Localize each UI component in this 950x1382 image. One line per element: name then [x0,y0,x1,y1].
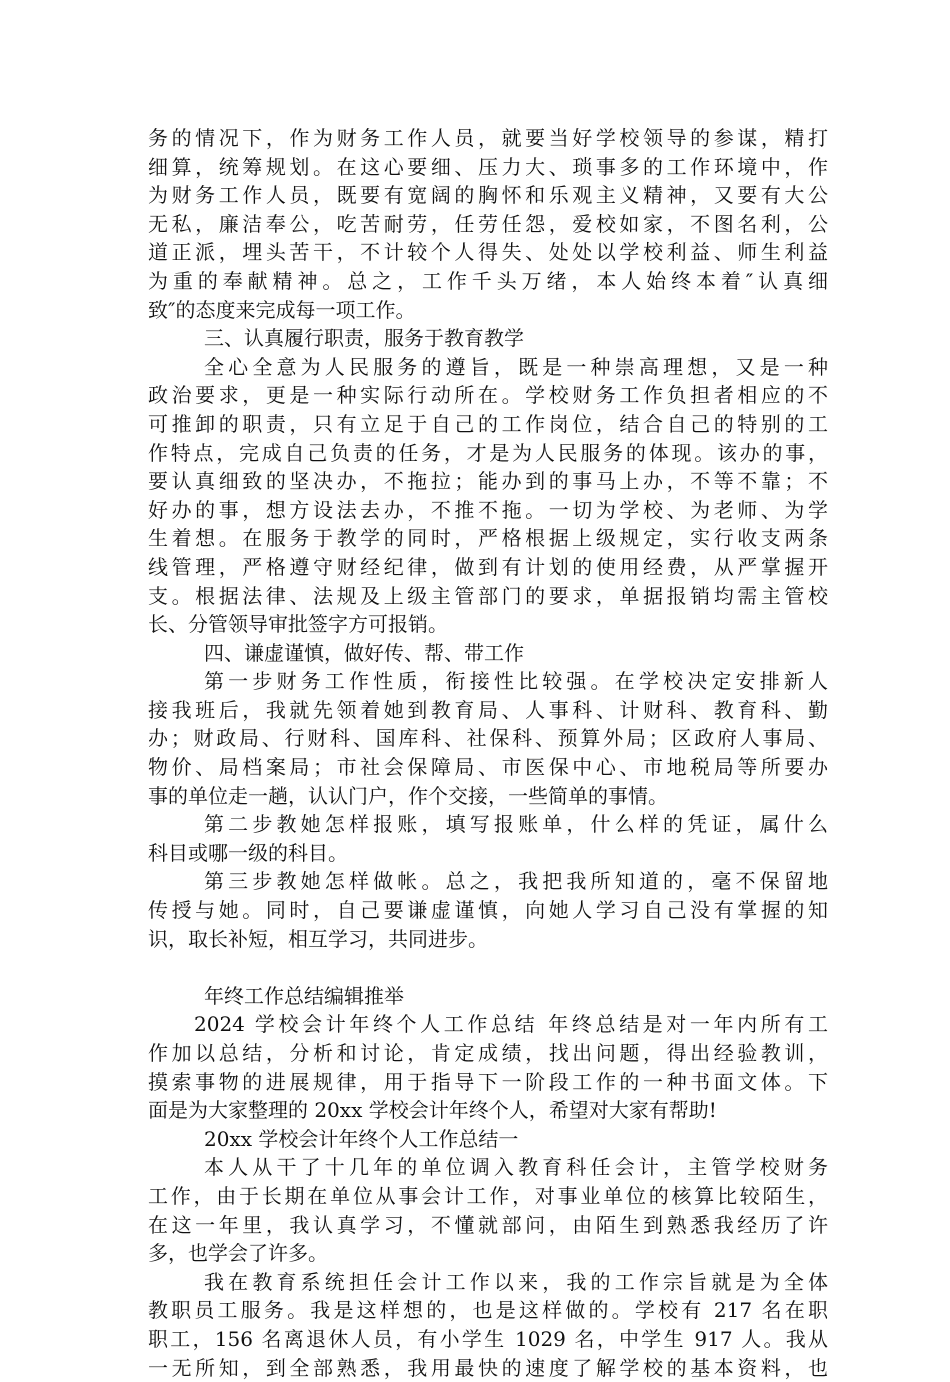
paragraph-line: 年终工作总结编辑推举 [204,983,404,1008]
paragraph-line: 为重的奉献精神。总之，工作千头万绪，本人始终本着″认真细 [148,268,828,293]
paragraph-line: 致″的态度来完成每一项工作。 [148,297,416,322]
paragraph-line: 道正派，埋头苦干，不计较个人得失、处处以学校利益、师生利益 [148,240,828,265]
paragraph-line: 三、认真履行职责，服务于教育教学 [204,326,524,351]
paragraph-line: 传授与她。同时，自己要谦虚谨慎，向她人学习自己没有掌握的知 [148,898,828,923]
paragraph-line: 科目或哪一级的科目。 [148,840,348,865]
paragraph-line: 在这一年里，我认真学习，不懂就部问，由陌生到熟悉我经历了许 [148,1212,828,1237]
paragraph-line: 第二步教她怎样报账，填写报账单，什么样的凭证，属什么 [204,812,828,837]
paragraph-line: 识，取长补短，相互学习，共同进步。 [148,926,488,951]
paragraph-line: 物价、局档案局；市社会保障局、市医保中心、市地税局等所要办 [148,755,828,780]
paragraph-line: 工作，由于长期在单位从事会计工作，对事业单位的核算比较陌生， [148,1183,828,1208]
paragraph-line: 作加以总结，分析和讨论，肯定成绩，找出问题，得出经验教训， [148,1041,828,1065]
paragraph-line: 第三步教她怎样做帐。总之，我把我所知道的，毫不保留地 [204,869,828,894]
paragraph-line: 四、谦虚谨慎，做好传、帮、带工作 [204,640,524,665]
paragraph-line: 职工，156 名离退休人员，有小学生 1029 名，中学生 917 人。我从 [148,1326,828,1351]
paragraph-line: 作特点，完成自己负责的任务，才是为人民服务的体现。该办的事， [148,440,828,465]
paragraph-line: 生着想。在服务于教学的同时，严格根据上级规定，实行收支两条 [148,526,828,551]
blank-line [148,953,828,982]
paragraph-line: 多，也学会了许多。 [148,1241,328,1266]
document-body [148,124,828,1382]
paragraph-line: 面是为大家整理的 20xx 学校会计年终个人，希望对大家有帮助! [148,1098,717,1123]
paragraph-line: 要认真细致的坚决办，不拖拉；能办到的事马上办，不等不靠；不 [148,469,828,494]
paragraph-line: 20xx 学校会计年终个人工作总结一 [204,1126,519,1151]
paragraph-line: 办；财政局、行财科、国库科、社保科、预算外局；区政府人事局、 [148,726,828,751]
paragraph-line: 支。根据法律、法规及上级主管部门的要求，单据报销均需主管校 [148,583,828,608]
paragraph-line: 一无所知，到全部熟悉，我用最快的速度了解学校的基本资料，也 [148,1355,828,1380]
paragraph-line: 线管理，严格遵守财经纪律，做到有计划的使用经费，从严掌握开 [148,554,828,579]
paragraph-line: 第一步财务工作性质，衔接性比较强。在学校决定安排新人 [204,669,828,694]
paragraph-line: 长、分管领导审批签字方可报销。 [148,612,448,637]
paragraph-line: 政治要求，更是一种实际行动所在。学校财务工作负担者相应的不 [148,383,828,408]
paragraph-line: 好办的事，想方设法去办，不推不拖。一切为学校、为老师、为学 [148,497,828,522]
paragraph-line: 事的单位走一趟，认认门户，作个交接，一些简单的事情。 [148,783,668,808]
paragraph-line: 我在教育系统担任会计工作以来，我的工作宗旨就是为全体 [204,1269,828,1294]
paragraph-line: 务的情况下，作为财务工作人员，就要当好学校领导的参谋，精打 [148,126,828,150]
paragraph-line: 细算，统筹规划。在这心要细、压力大、琐事多的工作环境中，作 [148,154,828,179]
paragraph-line: 为财务工作人员，既要有宽阔的胸怀和乐观主义精神，又要有大公 [148,183,828,208]
paragraph-line: 2024 学校会计年终个人工作总结 年终总结是对一年内所有工 [194,1012,828,1037]
paragraph-line: 教职员工服务。我是这样想的，也是这样做的。学校有 217 名在职 [148,1298,828,1323]
paragraph-line: 摸索事物的进展规律，用于指导下一阶段工作的一种书面文体。下 [148,1069,828,1094]
paragraph-line: 全心全意为人民服务的遵旨，既是一种崇高理想，又是一种 [204,354,828,379]
paragraph-line: 可推卸的职责，只有立足于自己的工作岗位，结合自己的特别的工 [148,411,828,436]
paragraph-line: 本人从干了十几年的单位调入教育科任会计，主管学校财务 [204,1155,828,1180]
paragraph-line: 接我班后，我就先领着她到教育局、人事科、计财科、教育科、勤 [148,697,828,722]
paragraph-line: 无私，廉洁奉公，吃苦耐劳，任劳任怨，爱校如家，不图名利，公 [148,211,828,236]
